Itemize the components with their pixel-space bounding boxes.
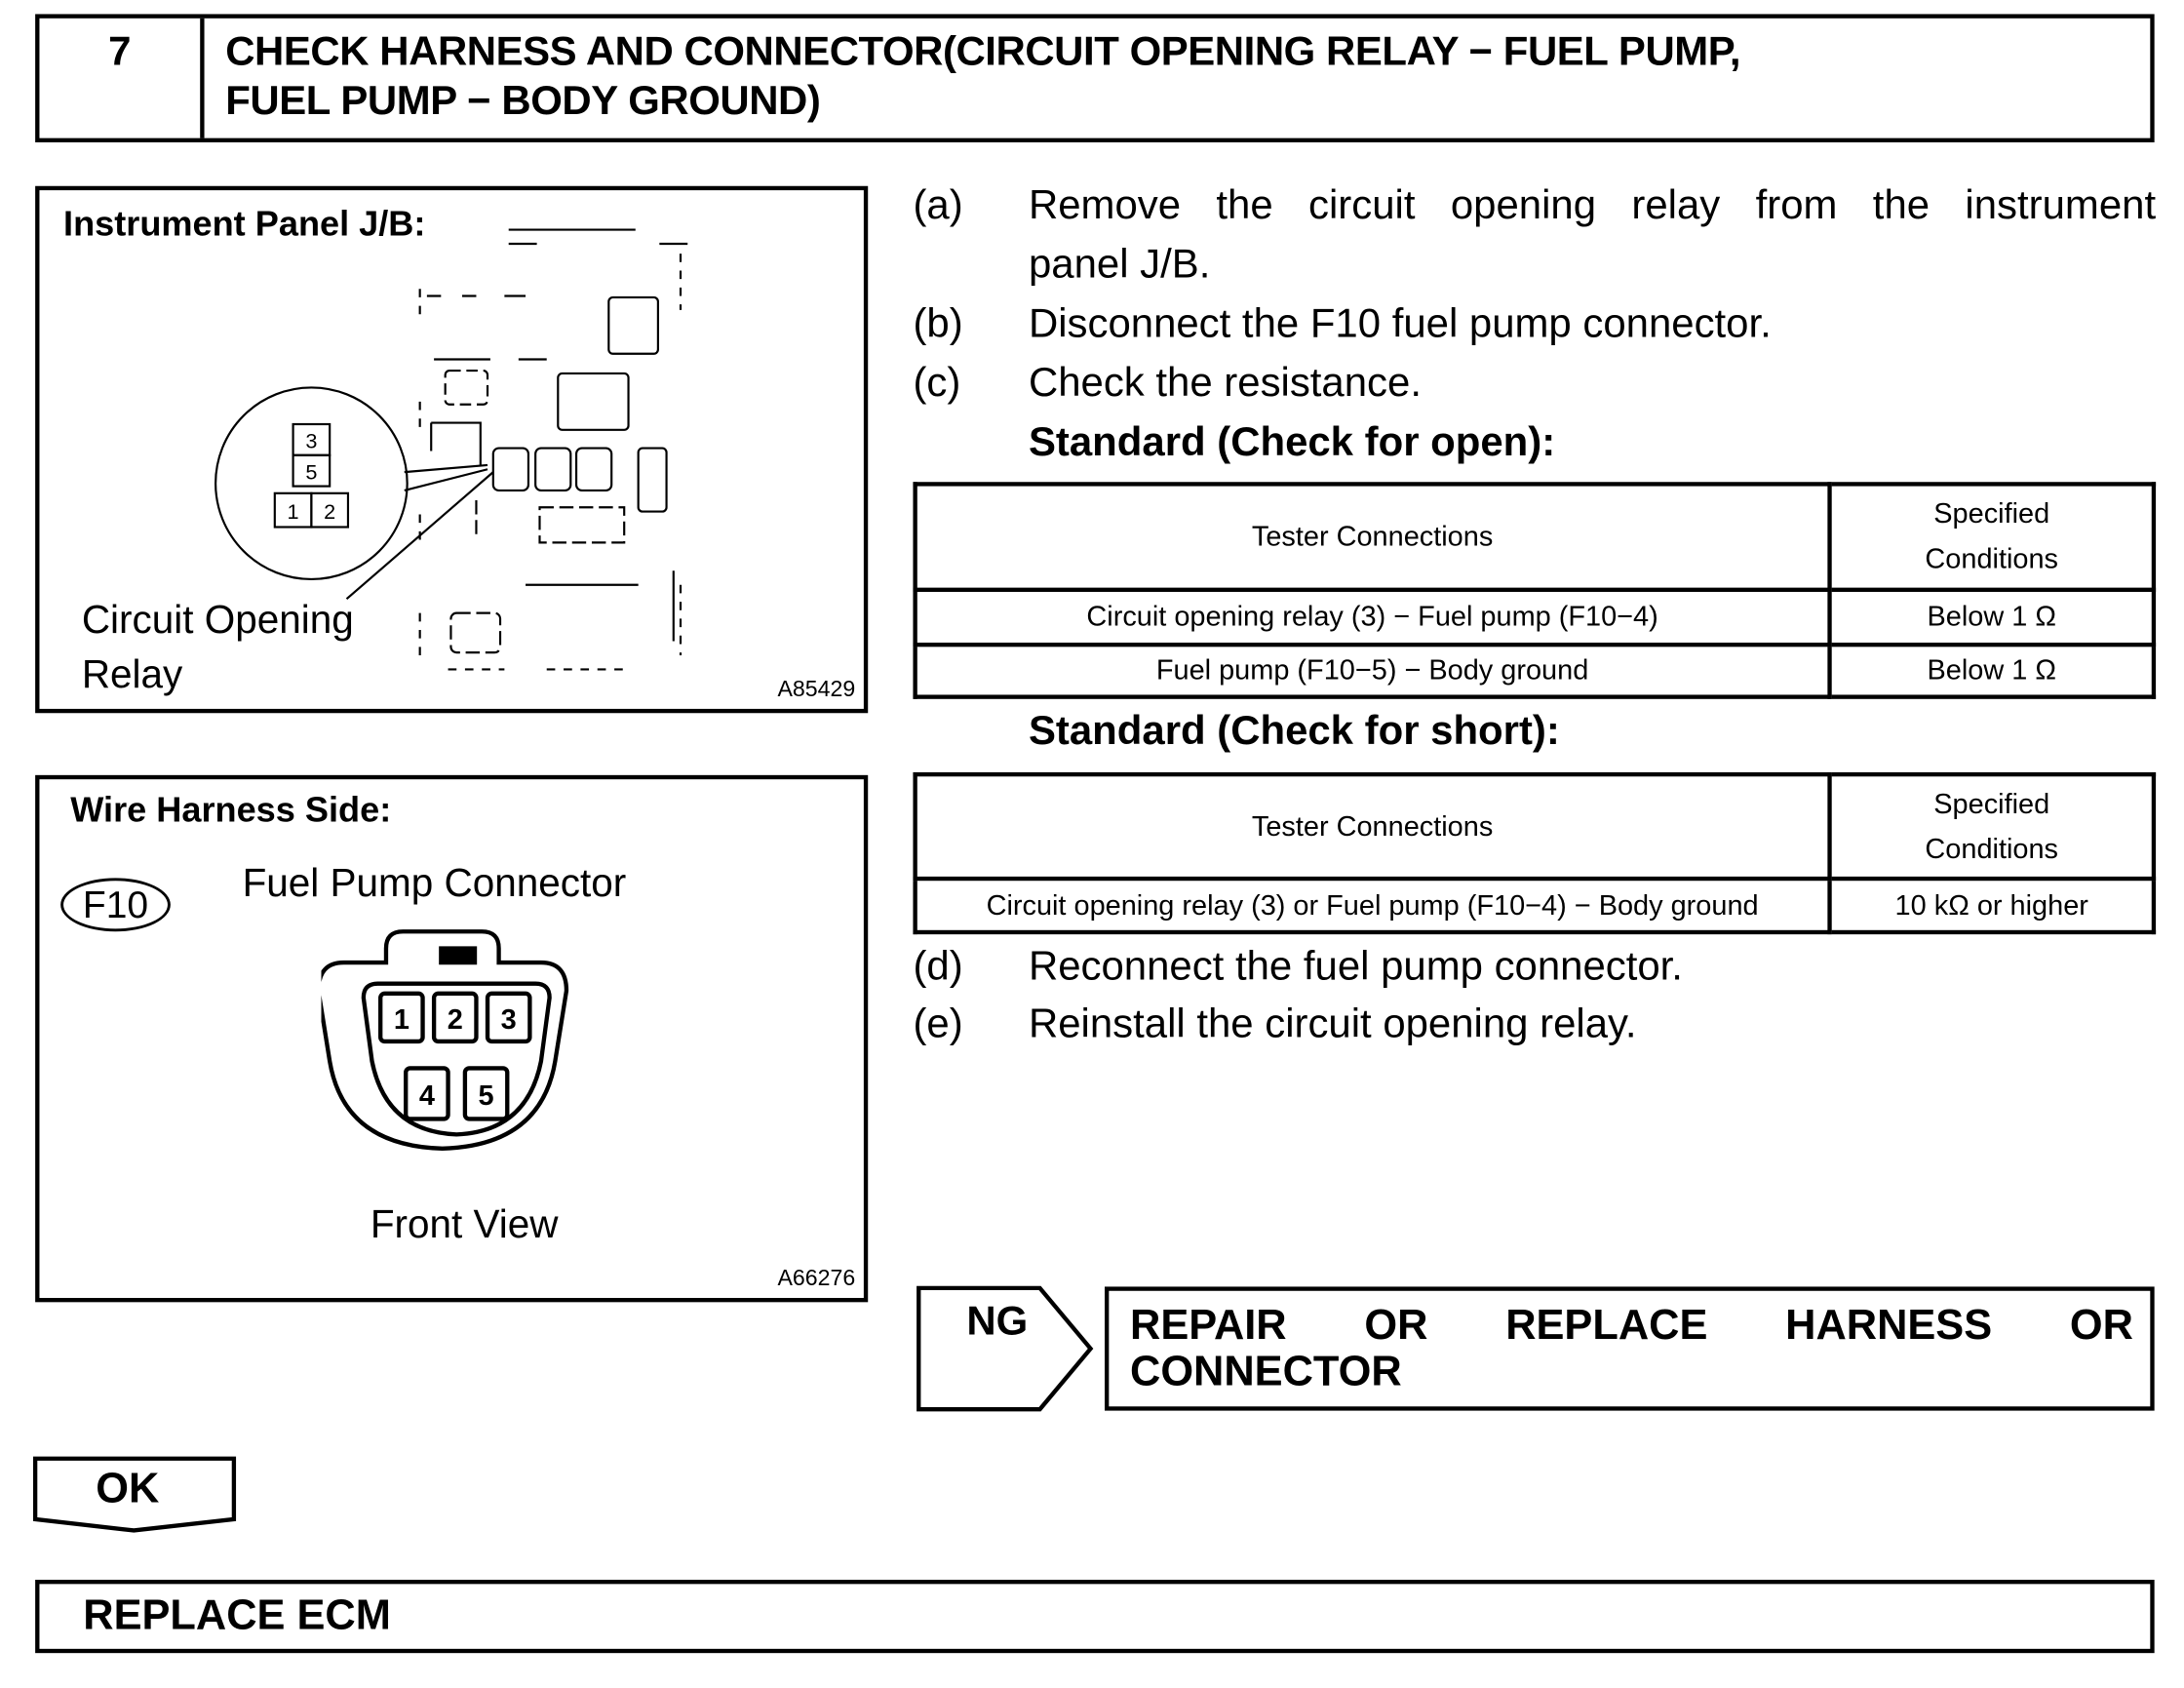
step-title-line1: CHECK HARNESS AND CONNECTOR(CIRCUIT OPENING RELAY − FUEL PUMP, xyxy=(225,29,1741,75)
header-specified-conditions xyxy=(1830,774,2154,879)
figure-instrument-panel-jb xyxy=(35,186,868,713)
table-row xyxy=(916,645,2154,696)
step-d-text: Reconnect the fuel pump connector. xyxy=(1028,944,1683,990)
specified-condition-cell: 10 kΩ or higher xyxy=(1830,879,2154,932)
specified-condition-cell: Below 1 Ω xyxy=(1830,590,2154,645)
pin-1: 1 xyxy=(393,1003,410,1036)
figure2-title: Wire Harness Side: xyxy=(70,790,392,831)
step-b-text: Disconnect the F10 fuel pump connector. xyxy=(1028,301,1772,347)
step-c-label: (c) xyxy=(913,360,961,407)
table-header-row xyxy=(916,484,2154,589)
ng-label: NG xyxy=(966,1299,1029,1345)
open-check-table xyxy=(913,482,2156,699)
table-row xyxy=(916,879,2154,932)
short-check-table xyxy=(913,772,2156,934)
header-conditions: Conditions xyxy=(1925,833,2059,865)
step-a-line2: panel J/B. xyxy=(1028,242,1211,288)
figure2-code: A66276 xyxy=(777,1267,856,1291)
step-title xyxy=(225,28,1740,127)
pin-3: 3 xyxy=(500,1003,517,1036)
relay-terminal-5: 5 xyxy=(305,459,318,485)
ng-action-line1: REPAIR OR REPLACE HARNESS OR xyxy=(1130,1302,2133,1350)
front-view-label: Front View xyxy=(370,1201,559,1246)
step-header xyxy=(35,14,2155,142)
tester-connection-cell: Circuit opening relay (3) or Fuel pump (F10−4) − Body ground xyxy=(916,879,1830,932)
relay-label-line2: Relay xyxy=(81,652,183,696)
tester-connection-cell: Fuel pump (F10−5) − Body ground xyxy=(916,645,1830,696)
relay-label xyxy=(82,592,354,702)
step-number: 7 xyxy=(39,19,204,138)
figure-wire-harness-side xyxy=(35,775,868,1302)
step-b-label: (b) xyxy=(913,301,963,347)
step-e-text: Reinstall the circuit opening relay. xyxy=(1028,1001,1637,1047)
step-title-line2: FUEL PUMP − BODY GROUND) xyxy=(225,78,821,125)
tester-connection-cell: Circuit opening relay (3) − Fuel pump (F10−4) xyxy=(916,590,1830,645)
open-check-title: Standard (Check for open): xyxy=(1028,419,1556,465)
header-specified-conditions xyxy=(1830,484,2154,589)
pin-5: 5 xyxy=(478,1080,494,1113)
header-specified: Specified xyxy=(1933,788,2050,820)
pin-2: 2 xyxy=(447,1003,463,1036)
connector-front-view-diagram xyxy=(321,921,589,1167)
relay-terminal-1: 1 xyxy=(287,498,299,524)
header-conditions: Conditions xyxy=(1925,543,2059,575)
table-header-row xyxy=(916,774,2154,879)
ng-action-box xyxy=(1105,1286,2155,1410)
table-row xyxy=(916,590,2154,645)
connector-id-badge: F10 xyxy=(60,878,171,931)
ng-action-line2: CONNECTOR xyxy=(1130,1349,1402,1395)
short-check-title: Standard (Check for short): xyxy=(1028,708,1560,755)
figure1-title: Instrument Panel J/B: xyxy=(63,204,426,245)
step-e-label: (e) xyxy=(913,1001,963,1047)
relay-label-line1: Circuit Opening xyxy=(81,597,354,642)
connector-name: Fuel Pump Connector xyxy=(242,860,627,905)
final-action-text: REPLACE ECM xyxy=(83,1592,391,1639)
step-c-text: Check the resistance. xyxy=(1028,360,1422,407)
final-action-box xyxy=(35,1580,2155,1653)
header-specified: Specified xyxy=(1933,498,2050,530)
figure1-code: A85429 xyxy=(777,678,856,702)
ok-label: OK xyxy=(96,1465,160,1512)
step-a-label: (a) xyxy=(913,182,963,229)
relay-terminal-2: 2 xyxy=(324,498,336,524)
pin-4: 4 xyxy=(418,1080,435,1113)
relay-terminal-3: 3 xyxy=(305,428,318,453)
header-tester-connections: Tester Connections xyxy=(916,774,1830,879)
step-d-label: (d) xyxy=(913,944,963,990)
header-tester-connections: Tester Connections xyxy=(916,484,1830,589)
step-a-line1: Remove the circuit opening relay from the instrument xyxy=(1028,182,2157,229)
specified-condition-cell: Below 1 Ω xyxy=(1830,645,2154,696)
